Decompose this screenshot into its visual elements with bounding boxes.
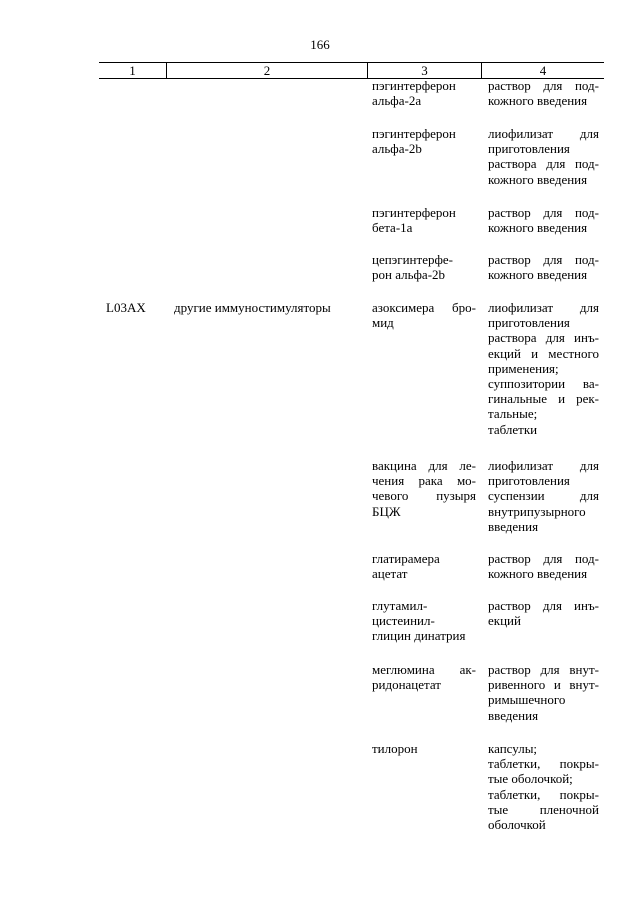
drug-name	[372, 78, 476, 108]
dosage-form-line: применения;	[488, 360, 559, 376]
drug-name	[372, 741, 476, 756]
dosage-form-line: таблетки, покры-	[488, 756, 599, 772]
dosage-form-line: раствор для под-	[488, 252, 599, 267]
dosage-form-line: раствора для инъ-	[488, 330, 599, 346]
drug-name-line: альфа-2b	[372, 141, 422, 157]
drug-name-line: пэгинтерферон	[372, 78, 456, 93]
dosage-form-line: тые пленочной	[488, 801, 599, 817]
atc-code: L03AX	[106, 300, 146, 315]
dosage-form-line: раствор для под-	[488, 78, 599, 93]
dosage-form	[488, 662, 599, 723]
dosage-form-line: раствора для под-	[488, 156, 599, 172]
dosage-form-line: введения	[488, 518, 539, 534]
dosage-form-line: раствор для внут-	[488, 662, 599, 677]
dosage-form-line: кожного введения	[488, 171, 588, 187]
dosage-form-line: екций	[488, 613, 521, 629]
dosage-form	[488, 458, 599, 534]
dosage-form-line: ривенного и внут-	[488, 677, 599, 693]
dosage-form-line: раствор для под-	[488, 551, 599, 566]
dosage-form-line: екций и местного	[488, 345, 599, 361]
column-header-4: 4	[539, 63, 547, 78]
dosage-form-line: кожного введения	[488, 566, 588, 582]
dosage-form-line: внутрипузырного	[488, 503, 586, 519]
drug-name-line: мид	[372, 315, 394, 331]
dosage-form	[488, 205, 599, 235]
dosage-form-line: приготовления	[488, 315, 570, 331]
drug-name-line: рон альфа-2b	[372, 267, 446, 283]
drug-name-line: бета-1a	[372, 220, 413, 236]
drug-name	[372, 300, 476, 330]
column-header-2: 2	[263, 63, 271, 78]
page-number: 166	[310, 37, 330, 52]
drug-name-line: глутамил-	[372, 598, 428, 613]
dosage-form-line: кожного введения	[488, 220, 588, 236]
dosage-form-line: оболочкой	[488, 817, 546, 833]
dosage-form	[488, 598, 599, 628]
drug-name	[372, 598, 476, 644]
dosage-form	[488, 741, 599, 832]
dosage-form-line: приготовления	[488, 141, 570, 157]
table-header	[99, 62, 604, 79]
dosage-form-line: капсулы;	[488, 741, 538, 756]
dosage-form-line: таблетки	[488, 421, 538, 437]
dosage-form-line: лиофилизат для	[488, 300, 599, 315]
drug-name-line: глатирамера	[372, 551, 440, 566]
drug-name-line: глицин динатрия	[372, 628, 466, 644]
dosage-form	[488, 551, 599, 581]
dosage-form-line: раствор для инъ-	[488, 598, 599, 613]
dosage-form	[488, 78, 599, 108]
drug-name-line: пэгинтерферон	[372, 126, 456, 141]
dosage-form-line: лиофилизат для	[488, 458, 599, 473]
dosage-form-line: введения	[488, 707, 539, 723]
dosage-form	[488, 300, 599, 437]
drug-name	[372, 252, 476, 282]
drug-name	[372, 662, 476, 692]
drug-name-line: вакцина для ле-	[372, 458, 476, 473]
dosage-form-line: кожного введения	[488, 93, 588, 109]
drug-name	[372, 551, 476, 581]
column-header-1: 1	[129, 63, 136, 78]
drug-name	[372, 126, 476, 156]
drug-name-line: цепэгинтерфе-	[372, 252, 453, 267]
atc-group-name: другие иммуностимуляторы	[174, 300, 331, 315]
column-header-3: 3	[421, 63, 428, 78]
drug-name-line: тилорон	[372, 741, 418, 756]
drug-name-line: ацетат	[372, 566, 408, 582]
dosage-form	[488, 252, 599, 282]
dosage-form-line: раствор для под-	[488, 205, 599, 220]
drug-name-line: меглюмина ак-	[372, 662, 476, 677]
dosage-form-line: суппозитории ва-	[488, 376, 599, 392]
dosage-form-line: таблетки, покры-	[488, 786, 599, 802]
drug-name-line: чевого пузыря	[372, 488, 476, 504]
dosage-form-line: суспензии для	[488, 488, 599, 504]
drug-name-line: альфа-2a	[372, 93, 422, 109]
dosage-form-line: тальные;	[488, 406, 538, 422]
dosage-form-line: лиофилизат для	[488, 126, 599, 141]
dosage-form-line: кожного введения	[488, 267, 588, 283]
dosage-form-line: римышечного	[488, 692, 566, 708]
drug-name	[372, 458, 476, 519]
dosage-form-line: приготовления	[488, 473, 570, 489]
drug-name	[372, 205, 476, 235]
drug-name-line: чения рака мо-	[372, 473, 476, 489]
drug-name-line: ридонацетат	[372, 677, 441, 693]
dosage-form-line: тые оболочкой;	[488, 771, 573, 787]
dosage-form	[488, 126, 599, 187]
drug-name-line: азоксимера бро-	[372, 300, 476, 315]
drug-name-line: пэгинтерферон	[372, 205, 456, 220]
drug-name-line: БЦЖ	[372, 503, 401, 519]
drug-name-line: цистеинил-	[372, 613, 435, 629]
dosage-form-line: гинальные и рек-	[488, 391, 599, 407]
